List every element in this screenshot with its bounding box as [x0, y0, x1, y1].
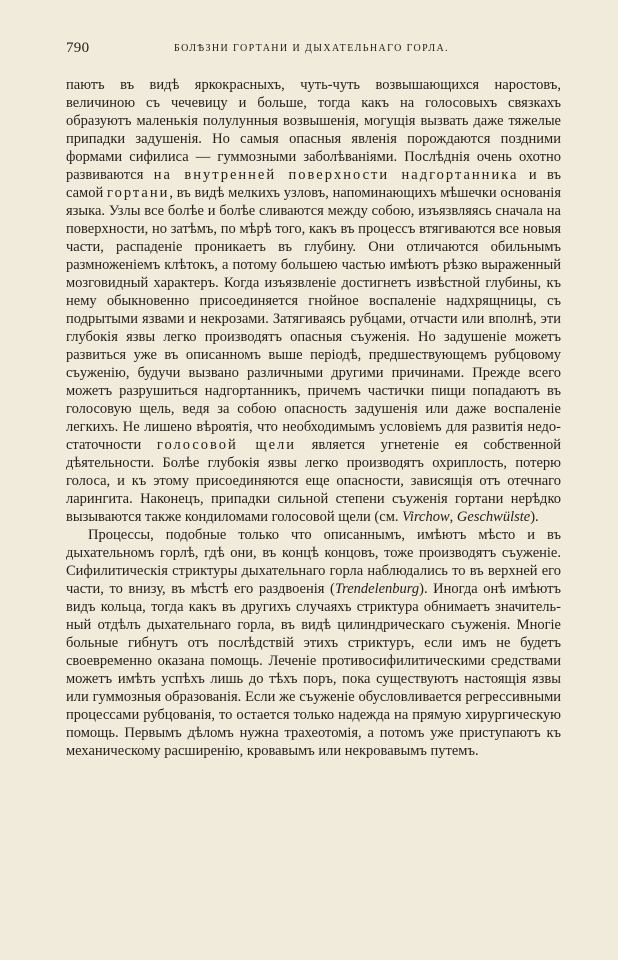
p2-text-a: Процессы, подобные только что описаннымъ, имѣютъ мѣсто и въ дыхательномъ горлѣ, гдѣ они, въ концѣ концовъ, тоже производятъ съуженіе. Сифилитическія стриктуры дыхательнаго горла наблюдались то въ верхней его части, то внизу, въ мѣстѣ его раздвоенія ( [66, 527, 561, 597]
running-title: БОЛѢЗНИ ГОРТАНИ И ДЫХАТЕЛЬНАГО ГОРЛА. [174, 43, 450, 54]
page-header [66, 40, 561, 60]
p1-text-c: и въ самой [66, 167, 561, 201]
p1-text-k: ). [530, 509, 539, 525]
p2-text-c: ). Иногда онѣ имѣютъ видъ кольца, тогда какъ въ другихъ случаяхъ стриктура обнимаетъ значительный отдѣлъ дыхательнаго горла, въ видѣ цилиндрическаго съуженія. Многіе больные гибнутъ отъ послѣдствій этихъ стриктуръ, если имъ не будетъ своевременно оказана помощь. Леченіе противосифилитическими средствами можетъ имѣть успѣхъ лишь до тѣхъ поръ, пока существуютъ настоящія язвы или гуммозныя образованія. Если же съуженіе обусловливается регрессивными процессами рубцованія, то остается только надежда на прямую хирургическую помощь. Первымъ дѣломъ нужна трахеотомія, а потомъ уже приступаютъ къ механическому расширенію, кровавымъ или некровавымъ путемъ. [66, 581, 561, 759]
p1-text-i: , [449, 509, 457, 525]
page-number: 790 [66, 40, 90, 56]
p1-spaced-epiglottis: на внутренней поверхности надгортанника [153, 167, 519, 183]
paragraph-1 [66, 76, 561, 526]
p1-text-e: , въ видѣ мелкихъ узловъ, напоминающихъ мѣшечки основанія языка. Узлы все болѣе и болѣе сливаются между собою, изъязвляясь сначала на поверхности, но затѣмъ, по мѣрѣ того, какъ въ процессъ втягиваются все новыя части, распаденіе проникаетъ въ глубину. Они отличаются обильнымъ размноженіемъ клѣтокъ, а потому большею частью имѣютъ рѣзко выраженный мозговидный характеръ. Когда изъязвленіе достигнетъ извѣстной глубины, къ нему обыкновенно присоединяется гнойное воспаленіе надхрящницы, съ подрытыми язвами и некрозами. Затягиваясь рубцами, отчасти или вполнѣ, эти глубокія язвы легко производятъ опасныя съуженія. Но задушеніе можетъ развиться уже въ описанномъ выше періодѣ, предшествующемъ рубцовому съуженію, будучи вызвано различными другими причинами. Прежде всего можетъ разрушиться надгортанникъ, причемъ частички пищи попадаютъ въ голосовую щель, ведя за собою опасность задушенія или даже воспаленіе легкихъ. Не лишено вѣроятія, что необходимымъ условіемъ для развитія недостаточности [66, 185, 562, 453]
body-text [66, 76, 561, 760]
p1-author-virchow: Virchow [402, 509, 450, 525]
p2-author-trendelenburg: Trendelenburg [334, 581, 420, 597]
paragraph-2 [66, 526, 561, 760]
p1-text-a: паютъ въ видѣ яркокрасныхъ, чуть-чуть возвышающихся наростовъ, величиною съ чечевицу и больше, тогда какъ на голосовыхъ связкахъ образуютъ маленькія полулунныя возвышенія, могущія вызвать даже тяжелые припадки задушенія. Но самыя опасныя явленія порождаются поздними формами сифилиса — гуммозными заболѣваніями. Послѣднія очень охотно развиваются [66, 77, 561, 183]
p1-spaced-glottis: голосовой щели [156, 437, 297, 453]
p1-work-title: Geschwülste [456, 509, 531, 525]
p1-spaced-larynx: гортани [107, 185, 170, 201]
p1-text-g: является угнетеніе ея собственной дѣятельности. Болѣе глубокія язвы легко производятъ охриплость, потерю голоса, и къ этому присоединяются еще опасности, зависящія отъ отечнаго ларингита. Наконецъ, припадки сильной степени съуженія гортани нерѣдко вызываются также кондиломами голосовой щели (см. [66, 437, 561, 525]
